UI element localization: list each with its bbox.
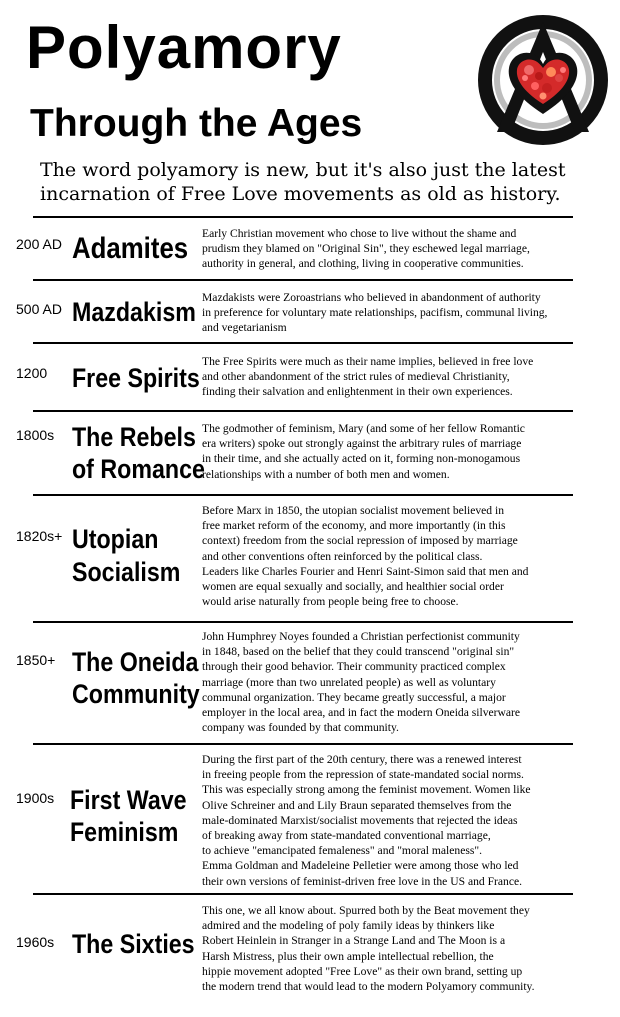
entry-era: 500 AD bbox=[16, 301, 62, 317]
entry-name: Feminism bbox=[70, 817, 179, 847]
entry-name: Socialism bbox=[72, 557, 181, 587]
entry-name: First Wave bbox=[70, 785, 187, 815]
entry-description: The godmother of feminism, Mary (and some of her fellow Romantic era writers) spoke out strongly against the arbitrary rules of marriage in their time, and she actually acted on it, forming non-monogamous relationships with a number of both men and women. bbox=[202, 422, 525, 481]
entry-description: John Humphrey Noyes founded a Christian perfectionist community in 1848, based on the belief that they could transcend "original sin" through their good behavior. Their community practiced complex marriage (more than two unrelated people) as well as voluntary communal organization. They became greatly successful, a major employer in the local area, and in fact the modern Oneida silverware company was founded by that community. bbox=[202, 630, 521, 735]
entry-name: The Rebels bbox=[72, 422, 196, 452]
divider bbox=[33, 342, 573, 344]
entry-era: 200 AD bbox=[16, 236, 62, 252]
entry-name: Free Spirits bbox=[72, 363, 200, 393]
divider bbox=[33, 621, 573, 623]
page-subtitle: Through the Ages bbox=[30, 102, 363, 145]
poly-heart-logo-icon bbox=[477, 14, 609, 148]
entry-description: This one, we all know about. Spurred both by the Beat movement they admired and the modeling of poly family ideas by thinkers like Robert Heinlein in Stranger in a Strange Land and The Moon is a Harsh Mistress, plus their own ample intellectual rebellion, the hippie movement adopted "Free Love" as their own brand, setting up the modern trend that would lead to the modern Polyamory community. bbox=[202, 904, 535, 994]
divider bbox=[33, 893, 573, 895]
entry-description: Early Christian movement who chose to live without the shame and prudism they blamed on "Original Sin", they eschewed legal marriage, authority in general, and clothing, living in cooperative communities. bbox=[202, 227, 530, 271]
entry-name: Utopian bbox=[72, 524, 159, 554]
entry-era: 1850+ bbox=[16, 652, 56, 668]
intro-text: The word polyamory is new, but it's also just the latest incarnation of Free Love movements as old as history. bbox=[40, 159, 566, 205]
entry-era: 1960s bbox=[16, 934, 55, 950]
entry-name: Adamites bbox=[72, 232, 189, 265]
entry-era: 1900s bbox=[16, 790, 55, 806]
divider bbox=[33, 279, 573, 281]
entry-description: During the first part of the 20th century, there was a renewed interest in freeing people from the repression of state-mandated social norms. This was especially strong among the feminist movement. Women like Olive Schreiner and and Lily Braun separated themselves from the male-dominated Marxist/socialist movements that rejected the ideas of breaking away from state-mandated conventional marriage, to achieve "emancipated femaleness" and "moral maleness". Emma Goldman and Madeleine Pelletier were among those who led their own versions of feminist-driven free love in the US and France. bbox=[202, 753, 531, 888]
entry-name: The Oneida bbox=[72, 647, 199, 677]
page-title: Polyamory bbox=[26, 14, 342, 81]
divider bbox=[33, 216, 573, 218]
entry-description: Before Marx in 1850, the utopian socialist movement believed in free market reform of the economy, and more importantly (in this context) freedom from the social repression of imposed by marriage and other conventions often reinforced by the political class. Leaders like Charles Fourier and Henri Saint-Simon said that men and women are equal sexually and socially, and healthier social order would arise naturally from people being free to choose. bbox=[202, 504, 529, 609]
entry-name: The Sixties bbox=[72, 929, 195, 959]
entry-name: Mazdakism bbox=[72, 297, 196, 327]
entry-description: Mazdakists were Zoroastrians who believed in abandonment of authority in preference for voluntary mate relationships, pacifism, communal living, and vegetarianism bbox=[202, 291, 548, 335]
entry-name: of Romance bbox=[72, 454, 205, 484]
divider bbox=[33, 494, 573, 496]
entry-era: 1820s+ bbox=[16, 528, 63, 544]
entry-era: 1800s bbox=[16, 427, 55, 443]
entry-description: The Free Spirits were much as their name implies, believed in free love and other abandonment of the strict rules of medieval Christianity, finding their salvation and enlightenment in their own experiences. bbox=[202, 355, 534, 399]
entry-era: 1200 bbox=[16, 365, 48, 381]
divider bbox=[33, 410, 573, 412]
divider bbox=[33, 743, 573, 745]
entry-name: Community bbox=[72, 679, 200, 709]
